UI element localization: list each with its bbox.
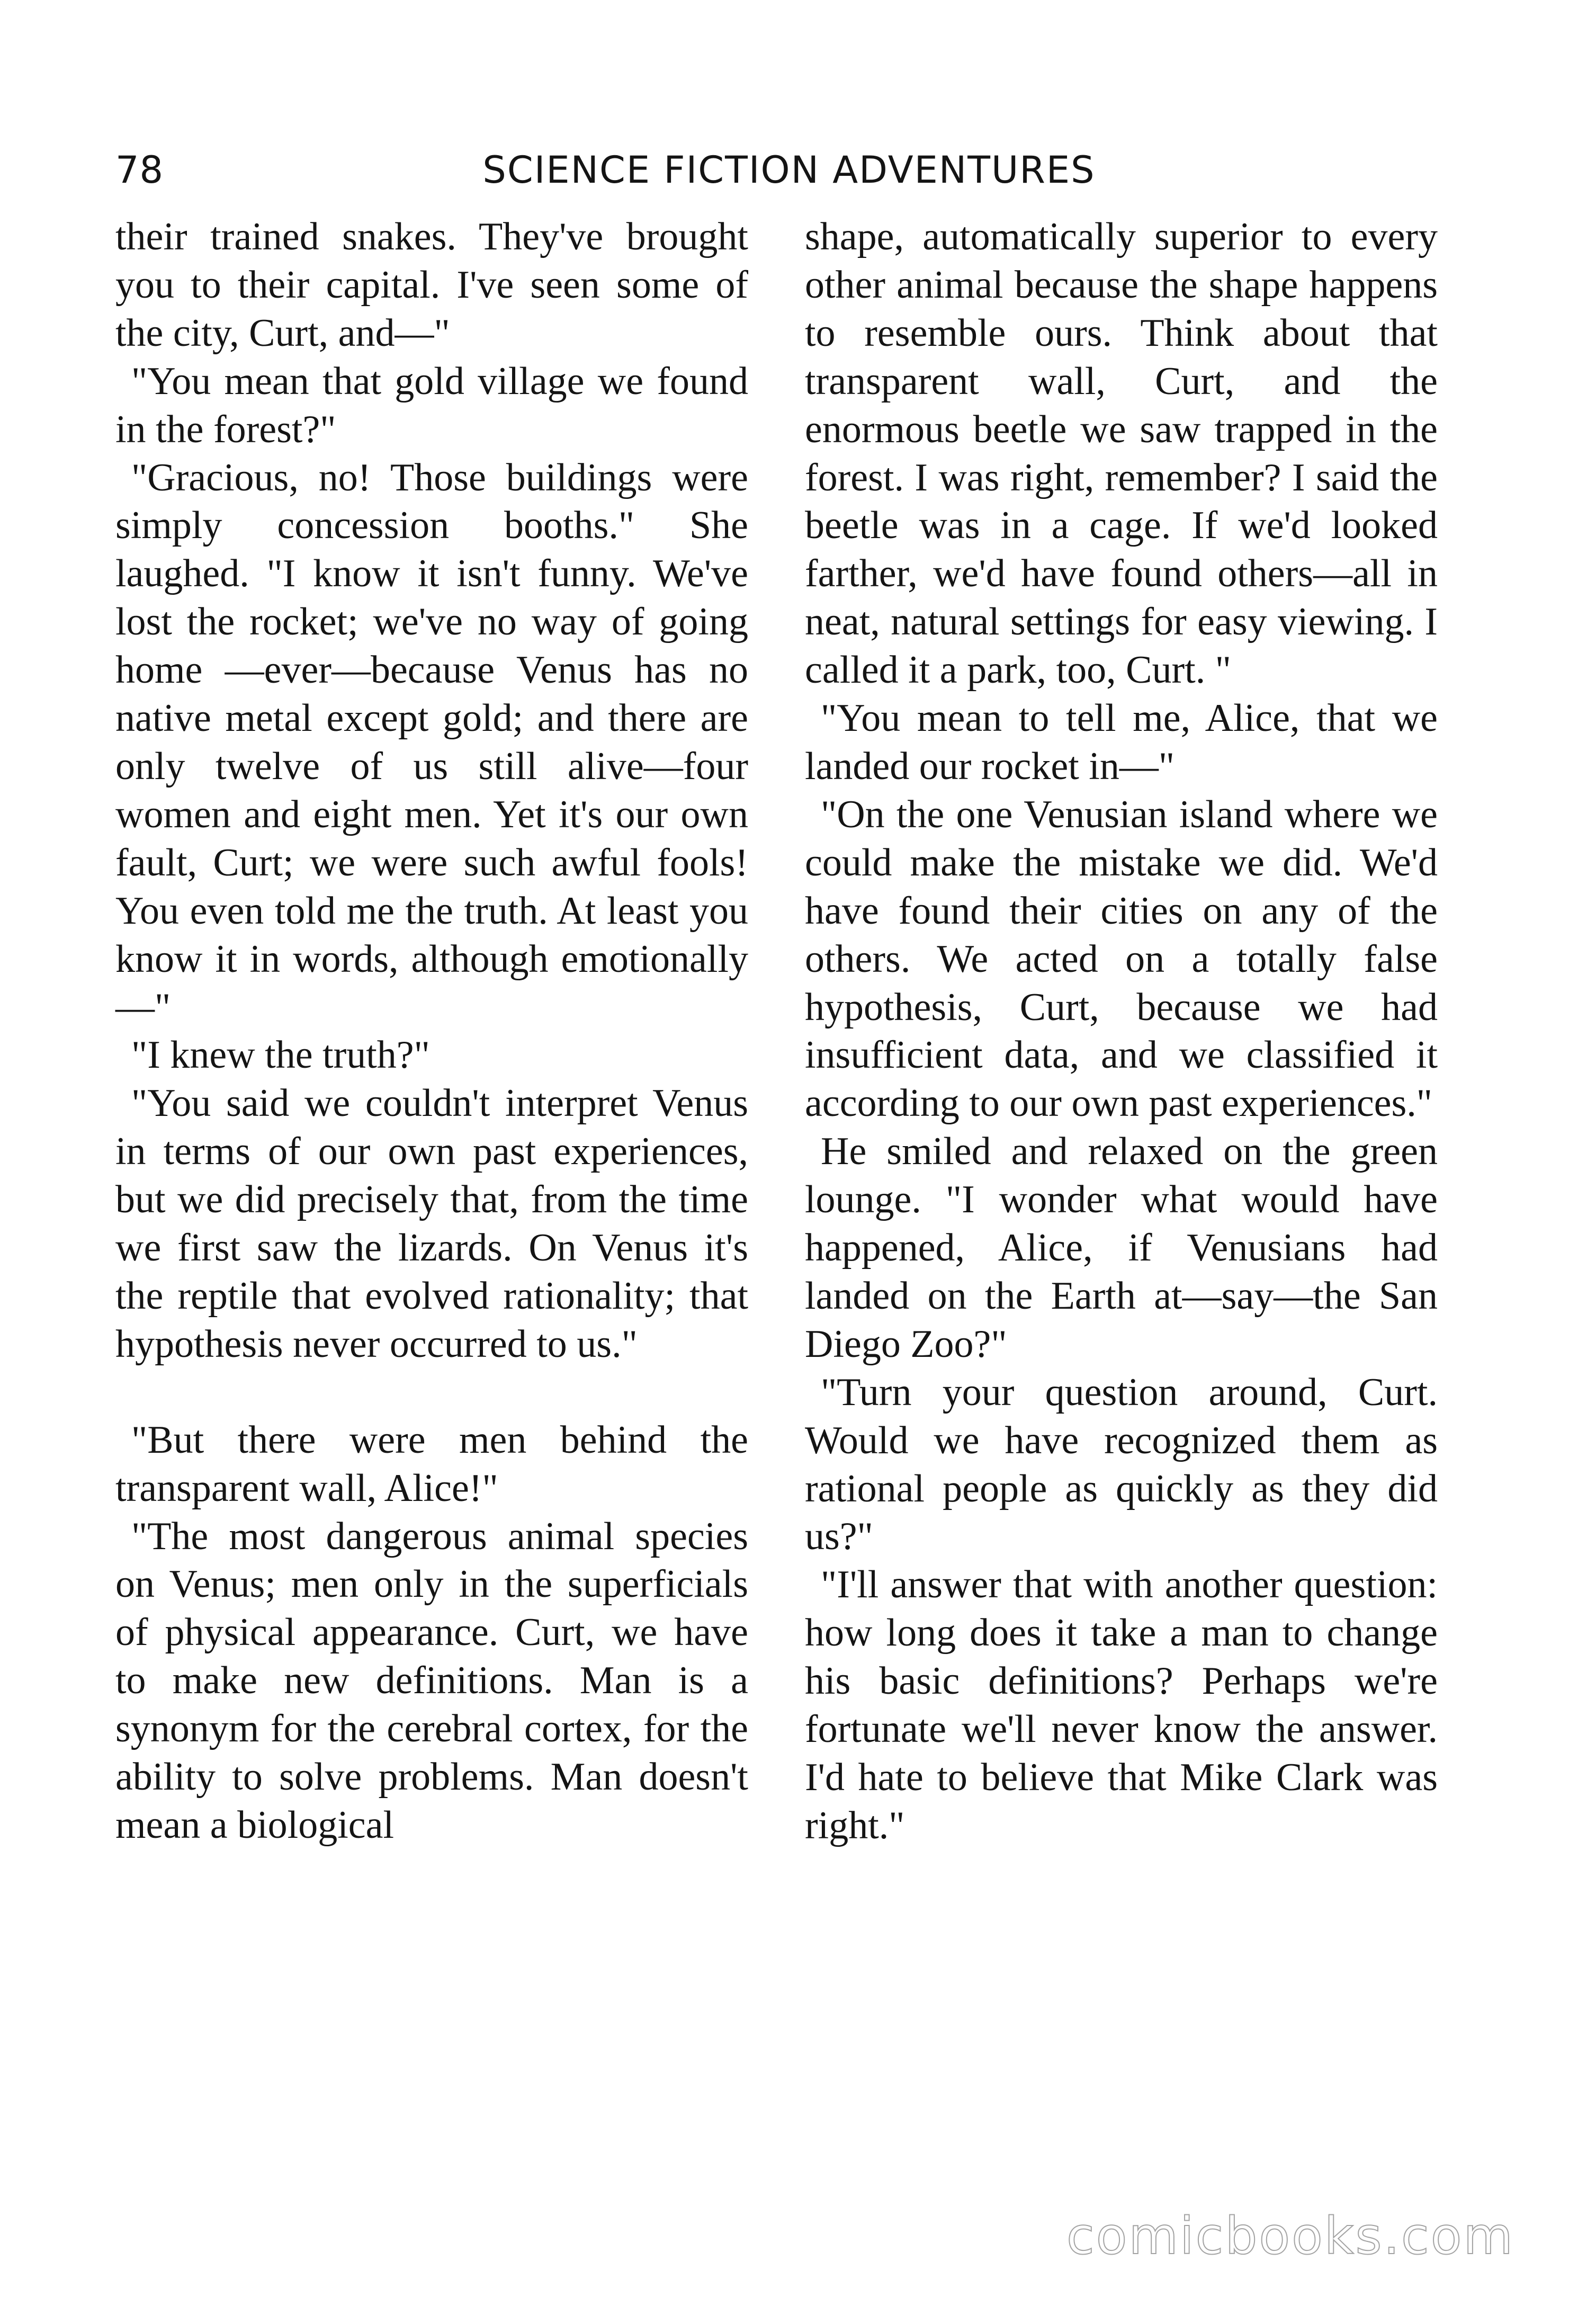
page-header <box>115 148 1463 207</box>
page-number: 78 <box>115 148 164 192</box>
paragraph: "You mean that gold village we found in the forest?" <box>115 359 748 451</box>
paragraph: "The most dangerous animal species on Venus; men only in the superficials of physical appearance. Curt, we have to make new definitions. Man is a synonym for the cerebral cortex, for the ability to solve problems. Man doesn't mean a biological <box>115 1514 748 1847</box>
paragraph: "I knew the truth?" <box>131 1033 430 1077</box>
paragraph: "You said we couldn't interpret Venus in terms of our own past experiences, but we did precisely that, from the time we first saw the lizards. On Venus it's the reptile that evolved rationality; that hypothesis never occurred to us." <box>115 1081 748 1366</box>
paragraph: "Turn your question around, Curt. Would we have recognized them as rational people as quickly as they did us?" <box>805 1370 1438 1559</box>
paragraph: shape, automatically superior to every other animal because the shape happens to resemble ours. Think about that transparent wall, Curt, and the enormous beetle we saw trapped in the forest. I was right, remember? I said the beetle was in a cage. If we'd looked farther, we'd have found others—all in neat, natural settings for easy viewing. I called it a park, too, Curt. " <box>805 215 1438 692</box>
right-column <box>805 213 1438 1850</box>
paragraph: "Gracious, no! Those buildings were simply concession booths." She laughed. "I know it isn't funny. We've lost the rocket; we've no way of going home —ever—because Venus has no native metal except gold; and there are only twelve of us still alive—four women and eight men. Yet it's our own fault, Curt; we were such awful fools! You even told me the truth. At least you know it in words, although emotionally—" <box>115 455 748 1029</box>
paragraph: their trained snakes. They've brought you to their capital. I've seen some of the city, Curt, and—" <box>115 215 748 355</box>
left-column <box>115 213 748 1849</box>
watermark: comicbooks.com <box>1066 2206 1514 2266</box>
paragraph: "But there were men behind the transparent wall, Alice!" <box>115 1418 748 1510</box>
paragraph: He smiled and relaxed on the green lounge. "I wonder what would have happened, Alice, if Venusians had landed on the Earth at—say—the San Diego Zoo?" <box>805 1130 1438 1366</box>
paragraph: "I'll answer that with another question: how long does it take a man to change his basic definitions? Perhaps we're fortunate we'll never know the answer. I'd hate to believe that Mike Clark was right." <box>805 1563 1438 1847</box>
paragraph: "You mean to tell me, Alice, that we landed our rocket in—" <box>805 696 1438 788</box>
running-title: SCIENCE FICTION ADVENTURES <box>482 148 1096 192</box>
paragraph: "On the one Venusian island where we could make the mistake we did. We'd have found their cities on any of the others. We acted on a totally false hypothesis, Curt, because we had insufficient data, and we classified it according to our own past experiences." <box>805 792 1438 1125</box>
